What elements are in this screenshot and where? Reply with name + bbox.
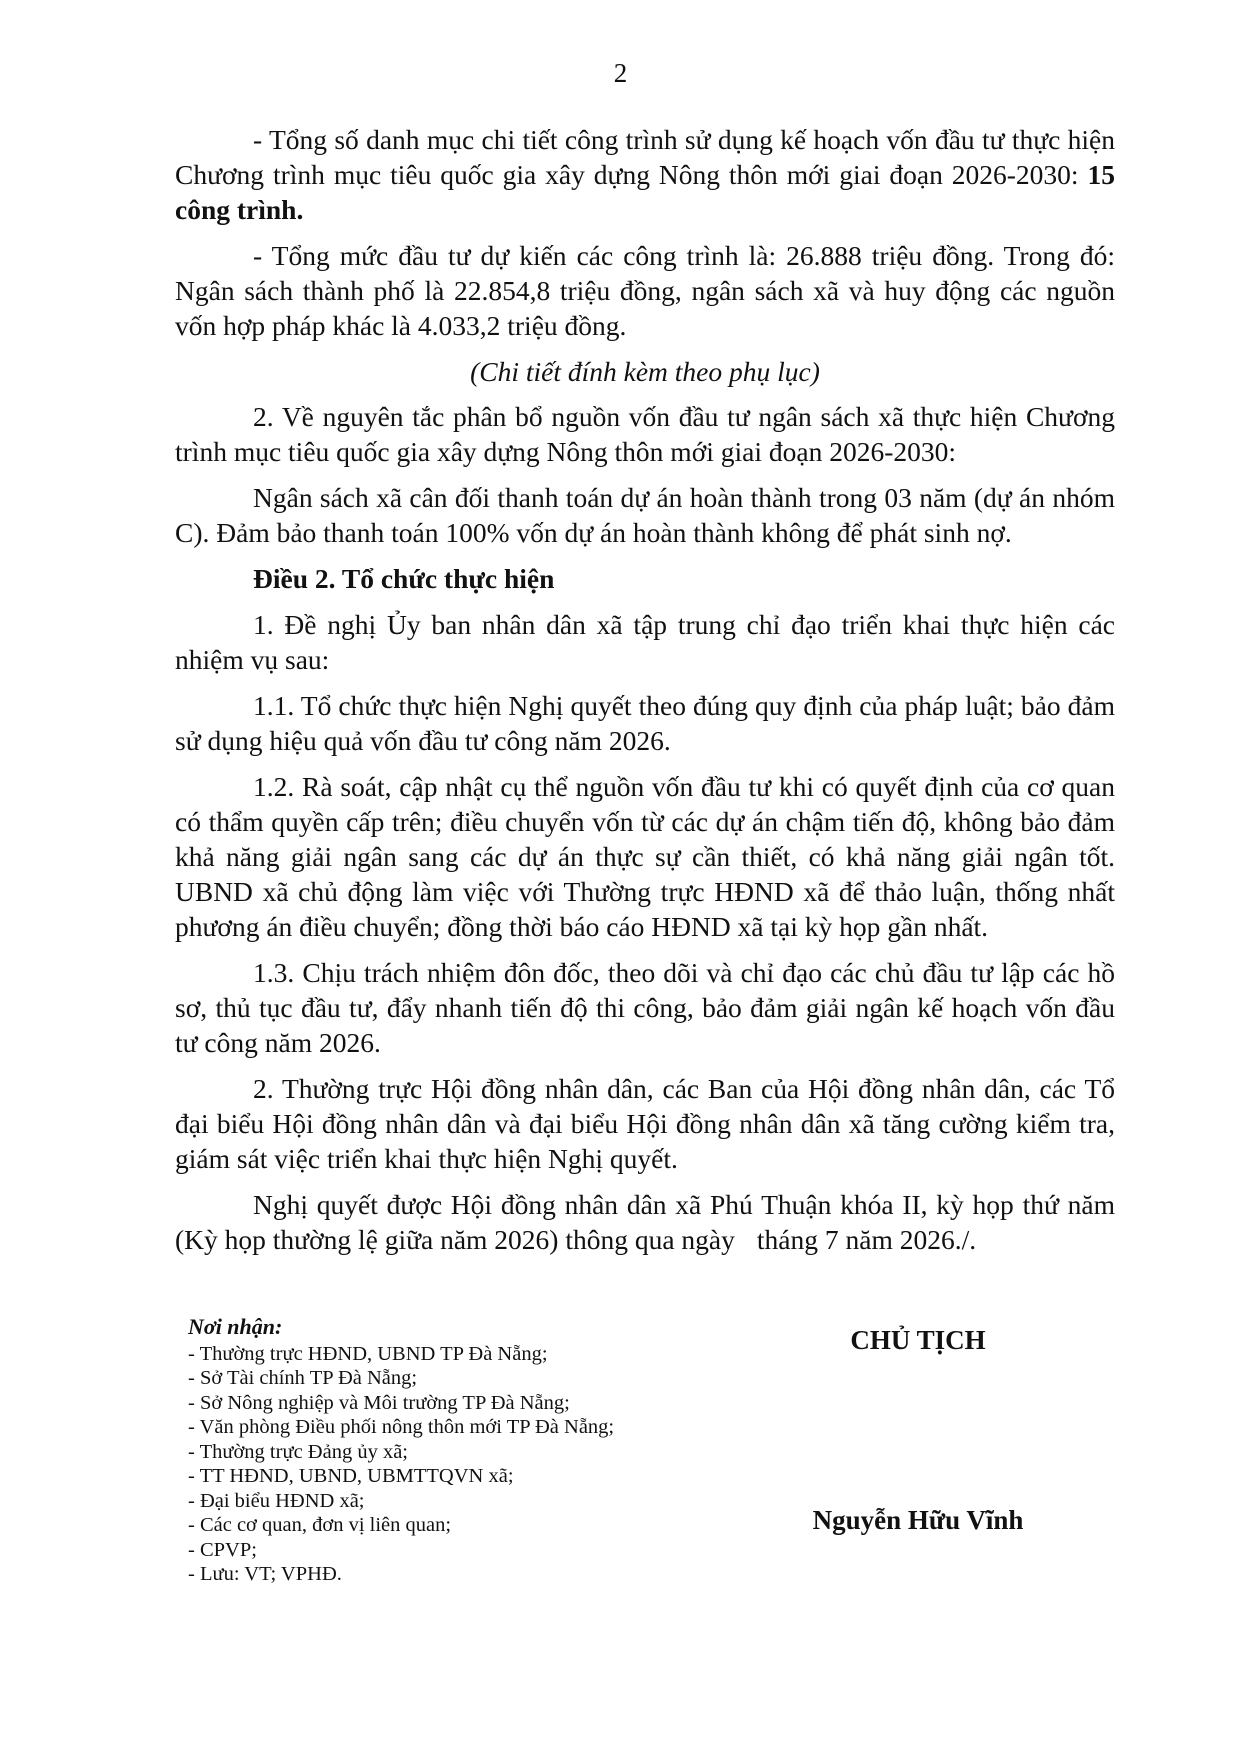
recipient-item: - Sở Nông nghiệp và Môi trường TP Đà Nẵng; xyxy=(188,1391,570,1414)
paragraph-item-1-1: 1.1. Tổ chức thực hiện Nghị quyết theo đúng quy định của pháp luật; bảo đảm sử dụng hiệu quả vốn đầu tư công năm 2026. xyxy=(175,690,1115,756)
paragraph-article-2-item-1: 1. Đề nghị Ủy ban nhân dân xã tập trung chỉ đạo triển khai thực hiện các nhiệm vụ sau: xyxy=(175,609,1115,675)
recipients-title: Nơi nhận: xyxy=(188,1314,283,1339)
page-number: 2 xyxy=(613,58,628,88)
adoption-text-part-1: Nghị quyết được Hội đồng nhân dân xã Phú Thuận khóa II, kỳ họp thứ năm (Kỳ họp thường lệ giữa năm 2026) thông qua ngày xyxy=(175,1189,1115,1255)
recipients-block xyxy=(188,1315,748,1587)
recipients-list xyxy=(188,1342,748,1587)
total-projects-text: - Tổng số danh mục chi tiết công trình sử dụng kế hoạch vốn đầu tư thực hiện Chương trình mục tiêu quốc gia xây dựng Nông thôn mới giai đoạn 2026-2030: xyxy=(175,124,1115,190)
adoption-text-part-2: tháng 7 năm 2026./. xyxy=(756,1224,977,1255)
recipient-item: - Thường trực HĐND, UBND TP Đà Nẵng; xyxy=(188,1342,548,1365)
recipient-item: - CPVP; xyxy=(188,1538,257,1561)
document-footer xyxy=(188,1315,1108,1635)
recipient-item: - Văn phòng Điều phối nông thôn mới TP Đà Nẵng; xyxy=(188,1416,615,1438)
paragraph-total-investment: - Tổng mức đầu tư dự kiến các công trình là: 26.888 triệu đồng. Trong đó: Ngân sách thành phố là 22.854,8 triệu đồng, ngân sách xã và huy động các nguồn vốn hợp pháp khác là 4.033,2 triệu đồng. xyxy=(175,240,1115,341)
total-projects-count: 15 công trình. xyxy=(175,159,1115,225)
recipient-item: - TT HĐND, UBND, UBMTTQVN xã; xyxy=(188,1465,514,1487)
recipient-item: - Các cơ quan, đơn vị liên quan; xyxy=(188,1514,452,1536)
appendix-note: (Chi tiết đính kèm theo phụ lục) xyxy=(470,356,820,387)
recipient-item: - Sở Tài chính TP Đà Nẵng; xyxy=(188,1367,418,1389)
paragraph-adoption xyxy=(175,1187,1115,1257)
recipient-item: - Lưu: VT; VPHĐ. xyxy=(188,1563,342,1585)
recipient-item: - Đại biểu HĐND xã; xyxy=(188,1489,365,1512)
paragraph-allocation-principle: 2. Về nguyên tắc phân bổ nguồn vốn đầu tư ngân sách xã thực hiện Chương trình mục tiêu quốc gia xây dựng Nông thôn mới giai đoạn 2026-2030: xyxy=(175,401,1115,467)
signer-name: Nguyễn Hữu Vĩnh xyxy=(812,1505,1024,1535)
recipient-item: - Thường trực Đảng ủy xã; xyxy=(188,1440,408,1463)
article-2-heading: Điều 2. Tổ chức thực hiện xyxy=(253,563,555,594)
signer-title: CHỦ TỊCH xyxy=(850,1325,986,1355)
paragraph-article-2-item-2: 2. Thường trực Hội đồng nhân dân, các Ban của Hội đồng nhân dân, các Tổ đại biểu Hội đồng nhân dân và đại biểu Hội đồng nhân dân xã tăng cường kiểm tra, giám sát việc triển khai thực hiện Nghị quyết. xyxy=(175,1073,1115,1174)
document-body xyxy=(175,122,1115,1268)
paragraph-budget-balance: Ngân sách xã cân đối thanh toán dự án hoàn thành trong 03 năm (dự án nhóm C). Đảm bảo thanh toán 100% vốn dự án hoàn thành không để phát sinh nợ. xyxy=(175,482,1115,548)
paragraph-item-1-2: 1.2. Rà soát, cập nhật cụ thể nguồn vốn đầu tư khi có quyết định của cơ quan có thẩm quyền cấp trên; điều chuyển vốn từ các dự án chậm tiến độ, không bảo đảm khả năng giải ngân sang các dự án thực sự cần thiết, có khả năng giải ngân tốt. UBND xã chủ động làm việc với Thường trực HĐND xã để thảo luận, thống nhất phương án điều chuyển; đồng thời báo cáo HĐND xã tại kỳ họp gần nhất. xyxy=(175,771,1115,942)
paragraph-item-1-3: 1.3. Chịu trách nhiệm đôn đốc, theo dõi và chỉ đạo các chủ đầu tư lập các hồ sơ, thủ tục đầu tư, đẩy nhanh tiến độ thi công, bảo đảm giải ngân kế hoạch vốn đầu tư công năm 2026. xyxy=(175,957,1115,1058)
paragraph-total-projects xyxy=(175,122,1115,227)
